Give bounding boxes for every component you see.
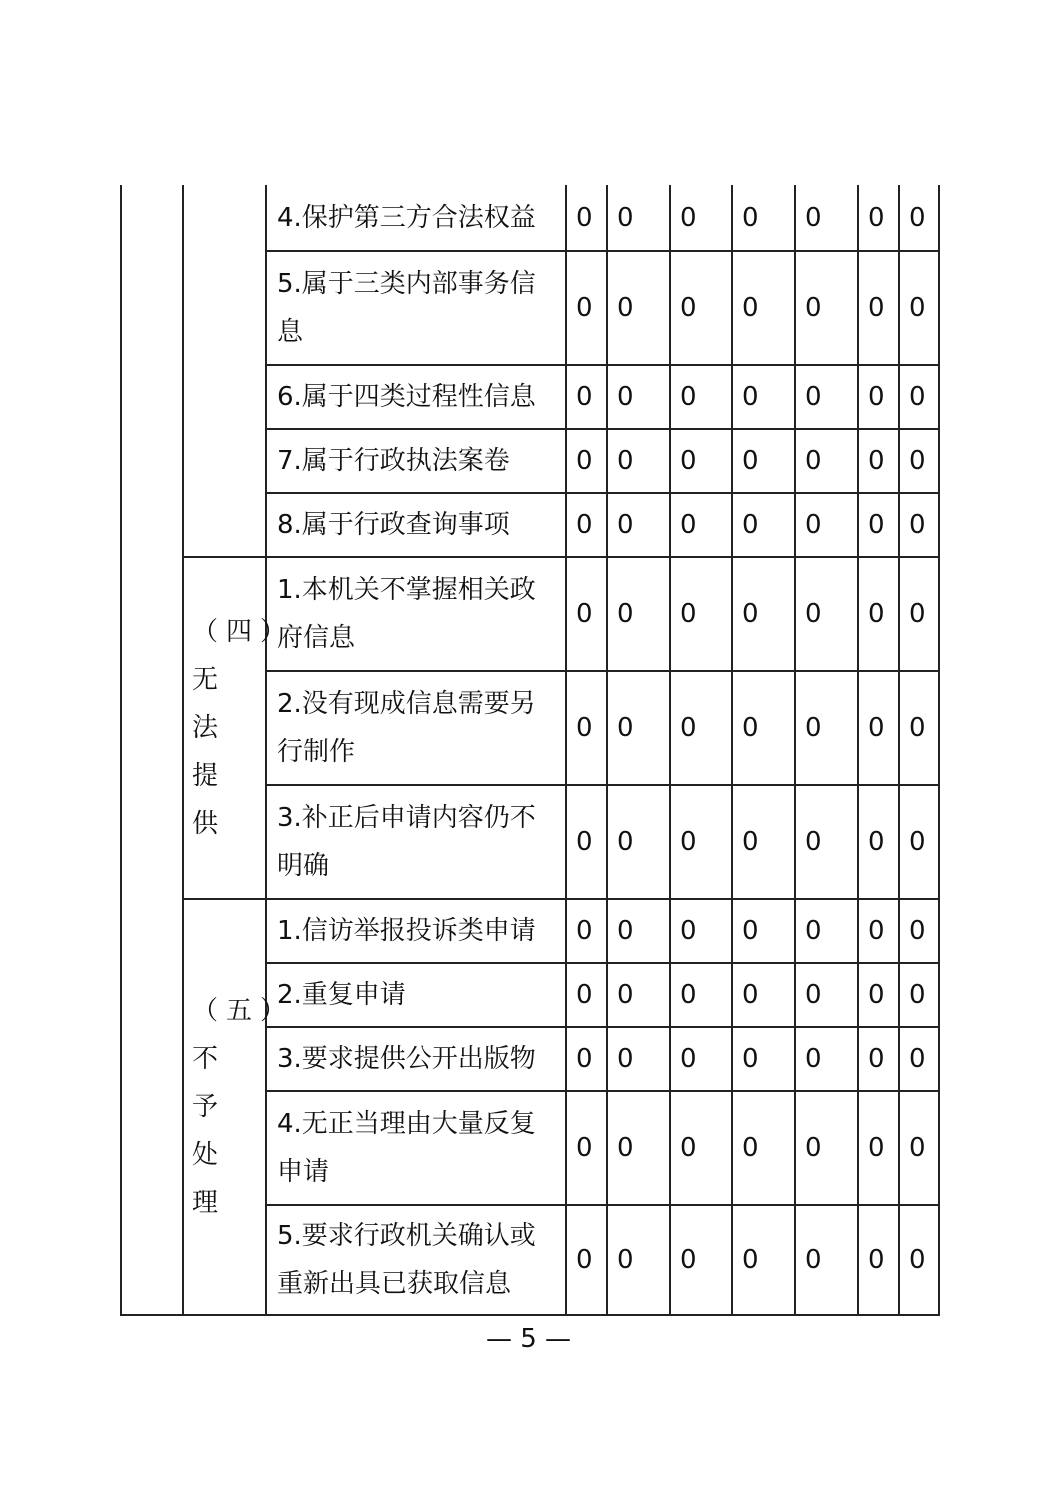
value-cell: 0 bbox=[732, 1091, 795, 1205]
value-cell: 0 bbox=[607, 1091, 670, 1205]
value-cell: 0 bbox=[899, 429, 939, 493]
value-cell: 0 bbox=[899, 1027, 939, 1091]
value-cell: 0 bbox=[858, 251, 899, 365]
value-cell: 0 bbox=[795, 785, 858, 899]
value-cell: 0 bbox=[670, 1091, 732, 1205]
value-cell: 0 bbox=[607, 899, 670, 963]
value-cell: 0 bbox=[732, 671, 795, 785]
group-cell-4: （四）无法提供 bbox=[183, 557, 266, 899]
value-cell: 0 bbox=[607, 251, 670, 365]
value-cell: 0 bbox=[607, 493, 670, 557]
value-cell: 0 bbox=[607, 557, 670, 671]
row-label: 7.属于行政执法案卷 bbox=[266, 429, 566, 493]
value-cell: 0 bbox=[732, 1027, 795, 1091]
value-cell: 0 bbox=[607, 785, 670, 899]
value-cell: 0 bbox=[795, 1091, 858, 1205]
value-cell: 0 bbox=[607, 671, 670, 785]
value-cell: 0 bbox=[732, 493, 795, 557]
row-label: 1.信访举报投诉类申请 bbox=[266, 899, 566, 963]
value-cell: 0 bbox=[607, 429, 670, 493]
value-cell: 0 bbox=[732, 429, 795, 493]
value-cell: 0 bbox=[795, 185, 858, 251]
value-cell: 0 bbox=[607, 1027, 670, 1091]
value-cell: 0 bbox=[795, 557, 858, 671]
row-label: 8.属于行政查询事项 bbox=[266, 493, 566, 557]
value-cell: 0 bbox=[858, 963, 899, 1027]
table-row bbox=[121, 899, 939, 963]
value-cell: 0 bbox=[795, 671, 858, 785]
value-cell: 0 bbox=[732, 899, 795, 963]
page-number: — 5 — bbox=[485, 1324, 572, 1354]
value-cell: 0 bbox=[858, 557, 899, 671]
value-cell: 0 bbox=[795, 251, 858, 365]
value-cell: 0 bbox=[858, 1027, 899, 1091]
value-cell: 0 bbox=[566, 899, 607, 963]
row-label: 3.补正后申请内容仍不明确 bbox=[266, 785, 566, 899]
value-cell: 0 bbox=[899, 185, 939, 251]
row-label: 4.保护第三方合法权益 bbox=[266, 185, 566, 251]
table-row bbox=[121, 557, 939, 671]
value-cell: 0 bbox=[732, 365, 795, 429]
value-cell: 0 bbox=[670, 251, 732, 365]
value-cell: 0 bbox=[858, 429, 899, 493]
value-cell: 0 bbox=[732, 785, 795, 899]
value-cell: 0 bbox=[566, 493, 607, 557]
value-cell: 0 bbox=[670, 429, 732, 493]
value-cell: 0 bbox=[858, 1091, 899, 1205]
value-cell: 0 bbox=[795, 493, 858, 557]
value-cell: 0 bbox=[670, 185, 732, 251]
row-label: 4.无正当理由大量反复申请 bbox=[266, 1091, 566, 1205]
value-cell: 0 bbox=[899, 671, 939, 785]
value-cell: 0 bbox=[732, 557, 795, 671]
value-cell: 0 bbox=[899, 365, 939, 429]
value-cell: 0 bbox=[858, 365, 899, 429]
value-cell: 0 bbox=[566, 1091, 607, 1205]
value-cell: 0 bbox=[732, 251, 795, 365]
value-cell: 0 bbox=[858, 785, 899, 899]
value-cell: 0 bbox=[566, 251, 607, 365]
value-cell: 0 bbox=[899, 493, 939, 557]
value-cell: 0 bbox=[607, 963, 670, 1027]
row-label: 2.没有现成信息需要另行制作 bbox=[266, 671, 566, 785]
value-cell: 0 bbox=[858, 185, 899, 251]
outer-category-cell bbox=[121, 185, 183, 1315]
value-cell: 0 bbox=[670, 1027, 732, 1091]
value-cell: 0 bbox=[899, 1205, 939, 1315]
value-cell: 0 bbox=[607, 365, 670, 429]
value-cell: 0 bbox=[607, 1205, 670, 1315]
value-cell: 0 bbox=[566, 1205, 607, 1315]
value-cell: 0 bbox=[670, 899, 732, 963]
value-cell: 0 bbox=[858, 899, 899, 963]
value-cell: 0 bbox=[566, 1027, 607, 1091]
value-cell: 0 bbox=[858, 493, 899, 557]
value-cell: 0 bbox=[566, 785, 607, 899]
value-cell: 0 bbox=[795, 429, 858, 493]
table-row bbox=[121, 185, 939, 251]
row-label: 2.重复申请 bbox=[266, 963, 566, 1027]
value-cell: 0 bbox=[858, 1205, 899, 1315]
value-cell: 0 bbox=[607, 185, 670, 251]
value-cell: 0 bbox=[732, 185, 795, 251]
value-cell: 0 bbox=[670, 1205, 732, 1315]
value-cell: 0 bbox=[899, 251, 939, 365]
value-cell: 0 bbox=[795, 1205, 858, 1315]
value-cell: 0 bbox=[732, 963, 795, 1027]
value-cell: 0 bbox=[566, 671, 607, 785]
row-label: 6.属于四类过程性信息 bbox=[266, 365, 566, 429]
value-cell: 0 bbox=[795, 899, 858, 963]
value-cell: 0 bbox=[670, 671, 732, 785]
value-cell: 0 bbox=[566, 429, 607, 493]
value-cell: 0 bbox=[795, 963, 858, 1027]
value-cell: 0 bbox=[670, 963, 732, 1027]
value-cell: 0 bbox=[899, 899, 939, 963]
row-label: 1.本机关不掌握相关政府信息 bbox=[266, 557, 566, 671]
value-cell: 0 bbox=[858, 671, 899, 785]
value-cell: 0 bbox=[566, 365, 607, 429]
value-cell: 0 bbox=[899, 963, 939, 1027]
value-cell: 0 bbox=[670, 493, 732, 557]
row-label: 5.要求行政机关确认或重新出具已获取信息 bbox=[266, 1205, 566, 1315]
group-cell-5: （五）不予处理 bbox=[183, 899, 266, 1315]
value-cell: 0 bbox=[795, 1027, 858, 1091]
value-cell: 0 bbox=[566, 185, 607, 251]
value-cell: 0 bbox=[566, 557, 607, 671]
value-cell: 0 bbox=[566, 963, 607, 1027]
group-cell-3 bbox=[183, 185, 266, 557]
value-cell: 0 bbox=[670, 785, 732, 899]
value-cell: 0 bbox=[899, 785, 939, 899]
value-cell: 0 bbox=[899, 557, 939, 671]
row-label: 3.要求提供公开出版物 bbox=[266, 1027, 566, 1091]
value-cell: 0 bbox=[899, 1091, 939, 1205]
row-label: 5.属于三类内部事务信息 bbox=[266, 251, 566, 365]
value-cell: 0 bbox=[670, 557, 732, 671]
value-cell: 0 bbox=[670, 365, 732, 429]
value-cell: 0 bbox=[732, 1205, 795, 1315]
value-cell: 0 bbox=[795, 365, 858, 429]
statistics-table bbox=[120, 185, 940, 1316]
